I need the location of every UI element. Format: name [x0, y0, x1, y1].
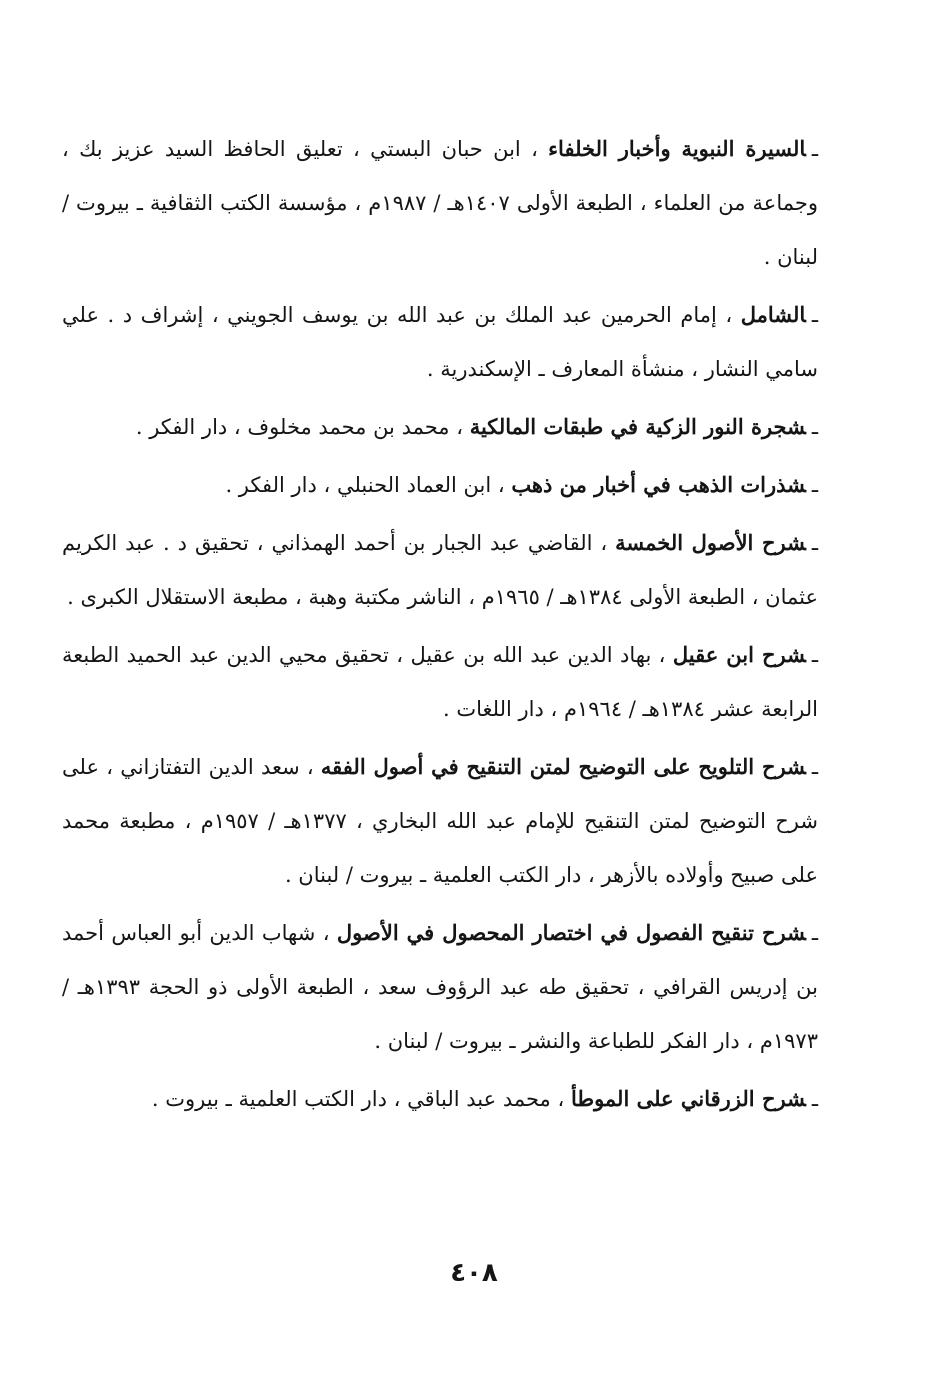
bibliography-entry: [62, 458, 818, 512]
page-number: ٤٠٨: [450, 1258, 498, 1288]
entry-dash: ـ: [811, 303, 818, 327]
entry-title: شجرة النور الزكية في طبقات المالكية: [469, 414, 806, 439]
bibliography-entry: [62, 516, 818, 624]
entry-details: ، سعد الدين التفتازاني ، على شرح التوضيح لمتن التنقيح للإمام عبد الله البخاري ، ١٣٧٧هـ / ١٩٥٧م ، مطبعة محمد على صبيح وأولاده بالأزهر ، دار الكتب العلمية ـ بيروت / لبنان .: [62, 755, 818, 887]
entry-details: ، شهاب الدين أبو العباس أحمد بن إدريس القرافي ، تحقيق طه عبد الرؤوف سعد ، الطبعة الأولى ذو الحجة ١٣٩٣هـ / ١٩٧٣م ، دار الفكر للطباعة والنشر ـ بيروت / لبنان .: [62, 921, 818, 1053]
entry-title: السيرة النبوية وأخبار الخلفاء: [548, 136, 806, 161]
bibliography-list: [62, 122, 818, 1130]
entry-title: شرح تنقيح الفصول في اختصار المحصول في الأصول: [336, 920, 806, 945]
entry-details: ، ابن العماد الحنبلي ، دار الفكر .: [225, 473, 505, 497]
entry-details: ، القاضي عبد الجبار بن أحمد الهمذاني ، تحقيق د . عبد الكريم عثمان ، الطبعة الأولى ١٣٨٤هـ / ١٩٦٥م ، الناشر مكتبة وهبة ، مطبعة الاستقلال الكبرى .: [62, 531, 818, 609]
entry-dash: ـ: [811, 137, 818, 161]
entry-title: شرح ابن عقيل: [672, 642, 806, 667]
bibliography-entry: [62, 740, 818, 902]
entry-dash: ـ: [811, 755, 818, 779]
bibliography-entry: [62, 906, 818, 1068]
entry-dash: ـ: [811, 1087, 818, 1111]
entry-details: ، إمام الحرمين عبد الملك بن عبد الله بن يوسف الجويني ، إشراف د . علي سامي النشار ، منشأة المعارف ـ الإسكندرية .: [62, 303, 818, 381]
entry-details: ، ابن حبان البستي ، تعليق الحافظ السيد عزيز بك ، وجماعة من العلماء ، الطبعة الأولى ١٤٠٧هـ / ١٩٨٧م ، مؤسسة الكتب الثقافية ـ بيروت / لبنان .: [62, 137, 818, 269]
entry-details: ، محمد عبد الباقي ، دار الكتب العلمية ـ بيروت .: [151, 1087, 565, 1111]
entry-details: ، محمد بن محمد مخلوف ، دار الفكر .: [135, 415, 463, 439]
bibliography-entry: [62, 122, 818, 284]
entry-title: شذرات الذهب في أخبار من ذهب: [511, 472, 806, 497]
entry-title: شرح التلويح على التوضيح لمتن التنقيح في أصول الفقه: [320, 754, 806, 779]
entry-dash: ـ: [811, 643, 818, 667]
entry-title: شرح الأصول الخمسة: [615, 530, 806, 555]
bibliography-entry: [62, 288, 818, 396]
bibliography-entry: [62, 400, 818, 454]
bibliography-entry: [62, 628, 818, 736]
bibliography-entry: [62, 1072, 818, 1126]
entry-details: ، بهاد الدين عبد الله بن عقيل ، تحقيق محيي الدين عبد الحميد الطبعة الرابعة عشر ١٣٨٤هـ / ١٩٦٤م ، دار اللغات .: [62, 643, 818, 721]
entry-title: شرح الزرقاني على الموطأ: [570, 1086, 806, 1111]
entry-dash: ـ: [811, 921, 818, 945]
entry-title: الشامل: [740, 302, 806, 327]
entry-dash: ـ: [811, 415, 818, 439]
entry-dash: ـ: [811, 531, 818, 555]
entry-dash: ـ: [811, 473, 818, 497]
